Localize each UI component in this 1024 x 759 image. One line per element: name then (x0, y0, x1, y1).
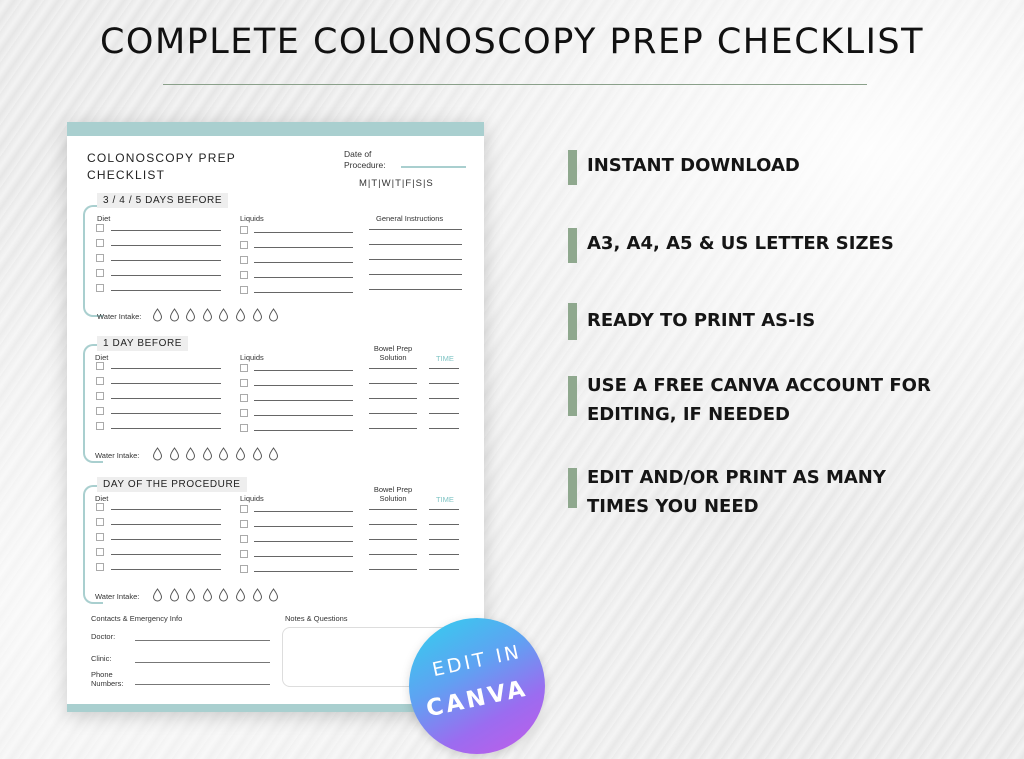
bowel-prep-line[interactable] (369, 539, 417, 540)
feature-bar (568, 303, 577, 340)
time-line[interactable] (429, 539, 459, 540)
time-line[interactable] (429, 368, 459, 369)
contact-doctor-label: Doctor: (91, 632, 116, 641)
water-drop-icon[interactable] (185, 447, 196, 461)
diet-line[interactable] (111, 509, 221, 510)
diet-line[interactable] (111, 245, 221, 246)
liquids-checkbox[interactable] (240, 379, 248, 387)
diet-checkbox[interactable] (96, 284, 104, 292)
liquids-checkbox[interactable] (240, 226, 248, 234)
liquids-checkbox[interactable] (240, 520, 248, 528)
diet-line[interactable] (111, 569, 221, 570)
instructions-line[interactable] (369, 289, 462, 290)
diet-checkbox[interactable] (96, 563, 104, 571)
liquids-checkbox[interactable] (240, 535, 248, 543)
time-line[interactable] (429, 413, 459, 414)
water-drop-icon[interactable] (235, 308, 246, 322)
section-tag: 3 / 4 / 5 DAYS BEFORE (97, 193, 228, 208)
section-tag: DAY OF THE PROCEDURE (97, 477, 247, 492)
date-of-procedure-label: Date of Procedure: (344, 149, 386, 170)
water-drop-icon[interactable] (218, 588, 229, 602)
diet-checkbox[interactable] (96, 392, 104, 400)
section-day-of-procedure (67, 477, 484, 607)
liquids-checkbox[interactable] (240, 409, 248, 417)
liquids-line[interactable] (254, 277, 353, 278)
diet-checkbox[interactable] (96, 254, 104, 262)
water-drop-icon[interactable] (185, 588, 196, 602)
column-time: TIME (436, 495, 454, 504)
diet-line[interactable] (111, 398, 221, 399)
liquids-line[interactable] (254, 292, 353, 293)
column-liquids: Liquids (240, 494, 264, 503)
water-drops (152, 447, 279, 461)
liquids-checkbox[interactable] (240, 271, 248, 279)
water-drop-icon[interactable] (152, 447, 163, 461)
diet-line[interactable] (111, 368, 221, 369)
time-line[interactable] (429, 524, 459, 525)
water-drop-icon[interactable] (268, 588, 279, 602)
bowel-prep-line[interactable] (369, 554, 417, 555)
section-1-day-before (67, 336, 484, 466)
column-diet: Diet (95, 353, 109, 362)
liquids-checkbox[interactable] (240, 565, 248, 573)
feature-text: READY TO PRINT AS-IS (587, 310, 816, 331)
water-drop-icon[interactable] (268, 308, 279, 322)
instructions-line[interactable] (369, 244, 462, 245)
diet-line[interactable] (111, 383, 221, 384)
column-diet: Diet (97, 214, 111, 223)
liquids-line[interactable] (254, 370, 353, 371)
page-title: COMPLETE COLONOSCOPY PREP CHECKLIST (99, 22, 925, 62)
liquids-checkbox[interactable] (240, 505, 248, 513)
instructions-line[interactable] (369, 229, 462, 230)
feature-bar (568, 468, 577, 508)
water-drop-icon[interactable] (252, 308, 263, 322)
diet-checkbox[interactable] (96, 269, 104, 277)
water-drop-icon[interactable] (152, 308, 163, 322)
time-line[interactable] (429, 554, 459, 555)
diet-checkbox[interactable] (96, 362, 104, 370)
water-intake-label: Water Intake: (97, 312, 142, 321)
feature-text: USE A FREE CANVA ACCOUNT FOR EDITING, IF NEEDED (587, 375, 931, 425)
diet-line[interactable] (111, 539, 221, 540)
edit-in-canva-badge (409, 618, 545, 754)
contact-phone-label: Phone Numbers: (91, 670, 124, 688)
water-drop-icon[interactable] (218, 308, 229, 322)
feature-text: INSTANT DOWNLOAD (587, 155, 800, 176)
diet-checkbox[interactable] (96, 407, 104, 415)
sheet-title: COLONOSCOPY PREP CHECKLIST (87, 151, 236, 182)
contact-clinic-line[interactable] (135, 662, 270, 663)
diet-line[interactable] (111, 413, 221, 414)
water-drop-icon[interactable] (252, 588, 263, 602)
time-line[interactable] (429, 509, 459, 510)
date-of-procedure-line (401, 166, 466, 168)
diet-line[interactable] (111, 260, 221, 261)
water-drop-icon[interactable] (235, 447, 246, 461)
water-intake-label: Water Intake: (95, 592, 140, 601)
liquids-line[interactable] (254, 556, 353, 557)
feature-bar (568, 376, 577, 416)
water-drop-icon[interactable] (268, 447, 279, 461)
feature-text: EDIT AND/OR PRINT AS MANY TIMES YOU NEED (587, 467, 886, 517)
feature-text: A3, A4, A5 & US LETTER SIZES (587, 233, 894, 254)
diet-line[interactable] (111, 428, 221, 429)
contact-clinic-label: Clinic: (91, 654, 112, 663)
column-bowel-prep-solution: Bowel Prep Solution (373, 344, 413, 362)
diet-checkbox[interactable] (96, 377, 104, 385)
badge-line-1: EDIT IN (430, 640, 524, 682)
bowel-prep-line[interactable] (369, 383, 417, 384)
instructions-line[interactable] (369, 259, 462, 260)
liquids-checkbox[interactable] (240, 424, 248, 432)
liquids-line[interactable] (254, 385, 353, 386)
title-divider (163, 84, 867, 85)
liquids-line[interactable] (254, 541, 353, 542)
diet-line[interactable] (111, 524, 221, 525)
water-drop-icon[interactable] (169, 308, 180, 322)
contact-doctor-line[interactable] (135, 640, 270, 641)
time-line[interactable] (429, 383, 459, 384)
diet-line[interactable] (111, 554, 221, 555)
bowel-prep-line[interactable] (369, 509, 417, 510)
diet-checkbox[interactable] (96, 422, 104, 430)
section-tag: 1 DAY BEFORE (97, 336, 188, 351)
liquids-checkbox[interactable] (240, 241, 248, 249)
diet-checkbox[interactable] (96, 503, 104, 511)
water-drop-icon[interactable] (185, 308, 196, 322)
water-drops (152, 308, 279, 322)
checklist-sheet (67, 122, 484, 712)
badge-line-2: CANVA (423, 675, 531, 723)
instructions-line[interactable] (369, 274, 462, 275)
feature-bar (568, 228, 577, 263)
liquids-checkbox[interactable] (240, 364, 248, 372)
feature-bar (568, 150, 577, 185)
water-drops (152, 588, 279, 602)
liquids-line[interactable] (254, 526, 353, 527)
diet-checkbox[interactable] (96, 518, 104, 526)
water-drop-icon[interactable] (202, 447, 213, 461)
time-line[interactable] (429, 398, 459, 399)
sheet-top-band (67, 122, 484, 136)
contact-phone-line[interactable] (135, 684, 270, 685)
liquids-line[interactable] (254, 232, 353, 233)
liquids-checkbox[interactable] (240, 550, 248, 558)
liquids-checkbox[interactable] (240, 286, 248, 294)
time-line[interactable] (429, 569, 459, 570)
bowel-prep-line[interactable] (369, 413, 417, 414)
liquids-line[interactable] (254, 511, 353, 512)
diet-line[interactable] (111, 230, 221, 231)
water-drop-icon[interactable] (169, 588, 180, 602)
water-drop-icon[interactable] (202, 588, 213, 602)
contacts-heading: Contacts & Emergency Info (91, 614, 183, 623)
bowel-prep-line[interactable] (369, 524, 417, 525)
liquids-line[interactable] (254, 262, 353, 263)
water-drop-icon[interactable] (152, 588, 163, 602)
notes-heading: Notes & Questions (285, 614, 348, 623)
diet-checkbox[interactable] (96, 533, 104, 541)
diet-line[interactable] (111, 290, 221, 291)
water-intake-label: Water Intake: (95, 451, 140, 460)
diet-checkbox[interactable] (96, 224, 104, 232)
liquids-line[interactable] (254, 430, 353, 431)
time-line[interactable] (429, 428, 459, 429)
column-bowel-prep-solution: Bowel Prep Solution (373, 485, 413, 503)
column-time: TIME (436, 354, 454, 363)
bowel-prep-line[interactable] (369, 398, 417, 399)
bowel-prep-line[interactable] (369, 569, 417, 570)
weekday-row: M|T|W|T|F|S|S (359, 178, 434, 189)
diet-line[interactable] (111, 275, 221, 276)
liquids-checkbox[interactable] (240, 394, 248, 402)
bowel-prep-line[interactable] (369, 428, 417, 429)
water-drop-icon[interactable] (252, 447, 263, 461)
column-general-instructions: General Instructions (376, 214, 444, 223)
section-5-days-before (67, 193, 484, 323)
liquids-line[interactable] (254, 571, 353, 572)
liquids-checkbox[interactable] (240, 256, 248, 264)
column-liquids: Liquids (240, 214, 264, 223)
bowel-prep-line[interactable] (369, 368, 417, 369)
column-diet: Diet (95, 494, 109, 503)
liquids-line[interactable] (254, 415, 353, 416)
liquids-line[interactable] (254, 247, 353, 248)
water-drop-icon[interactable] (169, 447, 180, 461)
water-drop-icon[interactable] (202, 308, 213, 322)
column-liquids: Liquids (240, 353, 264, 362)
diet-checkbox[interactable] (96, 239, 104, 247)
liquids-line[interactable] (254, 400, 353, 401)
diet-checkbox[interactable] (96, 548, 104, 556)
water-drop-icon[interactable] (235, 588, 246, 602)
water-drop-icon[interactable] (218, 447, 229, 461)
